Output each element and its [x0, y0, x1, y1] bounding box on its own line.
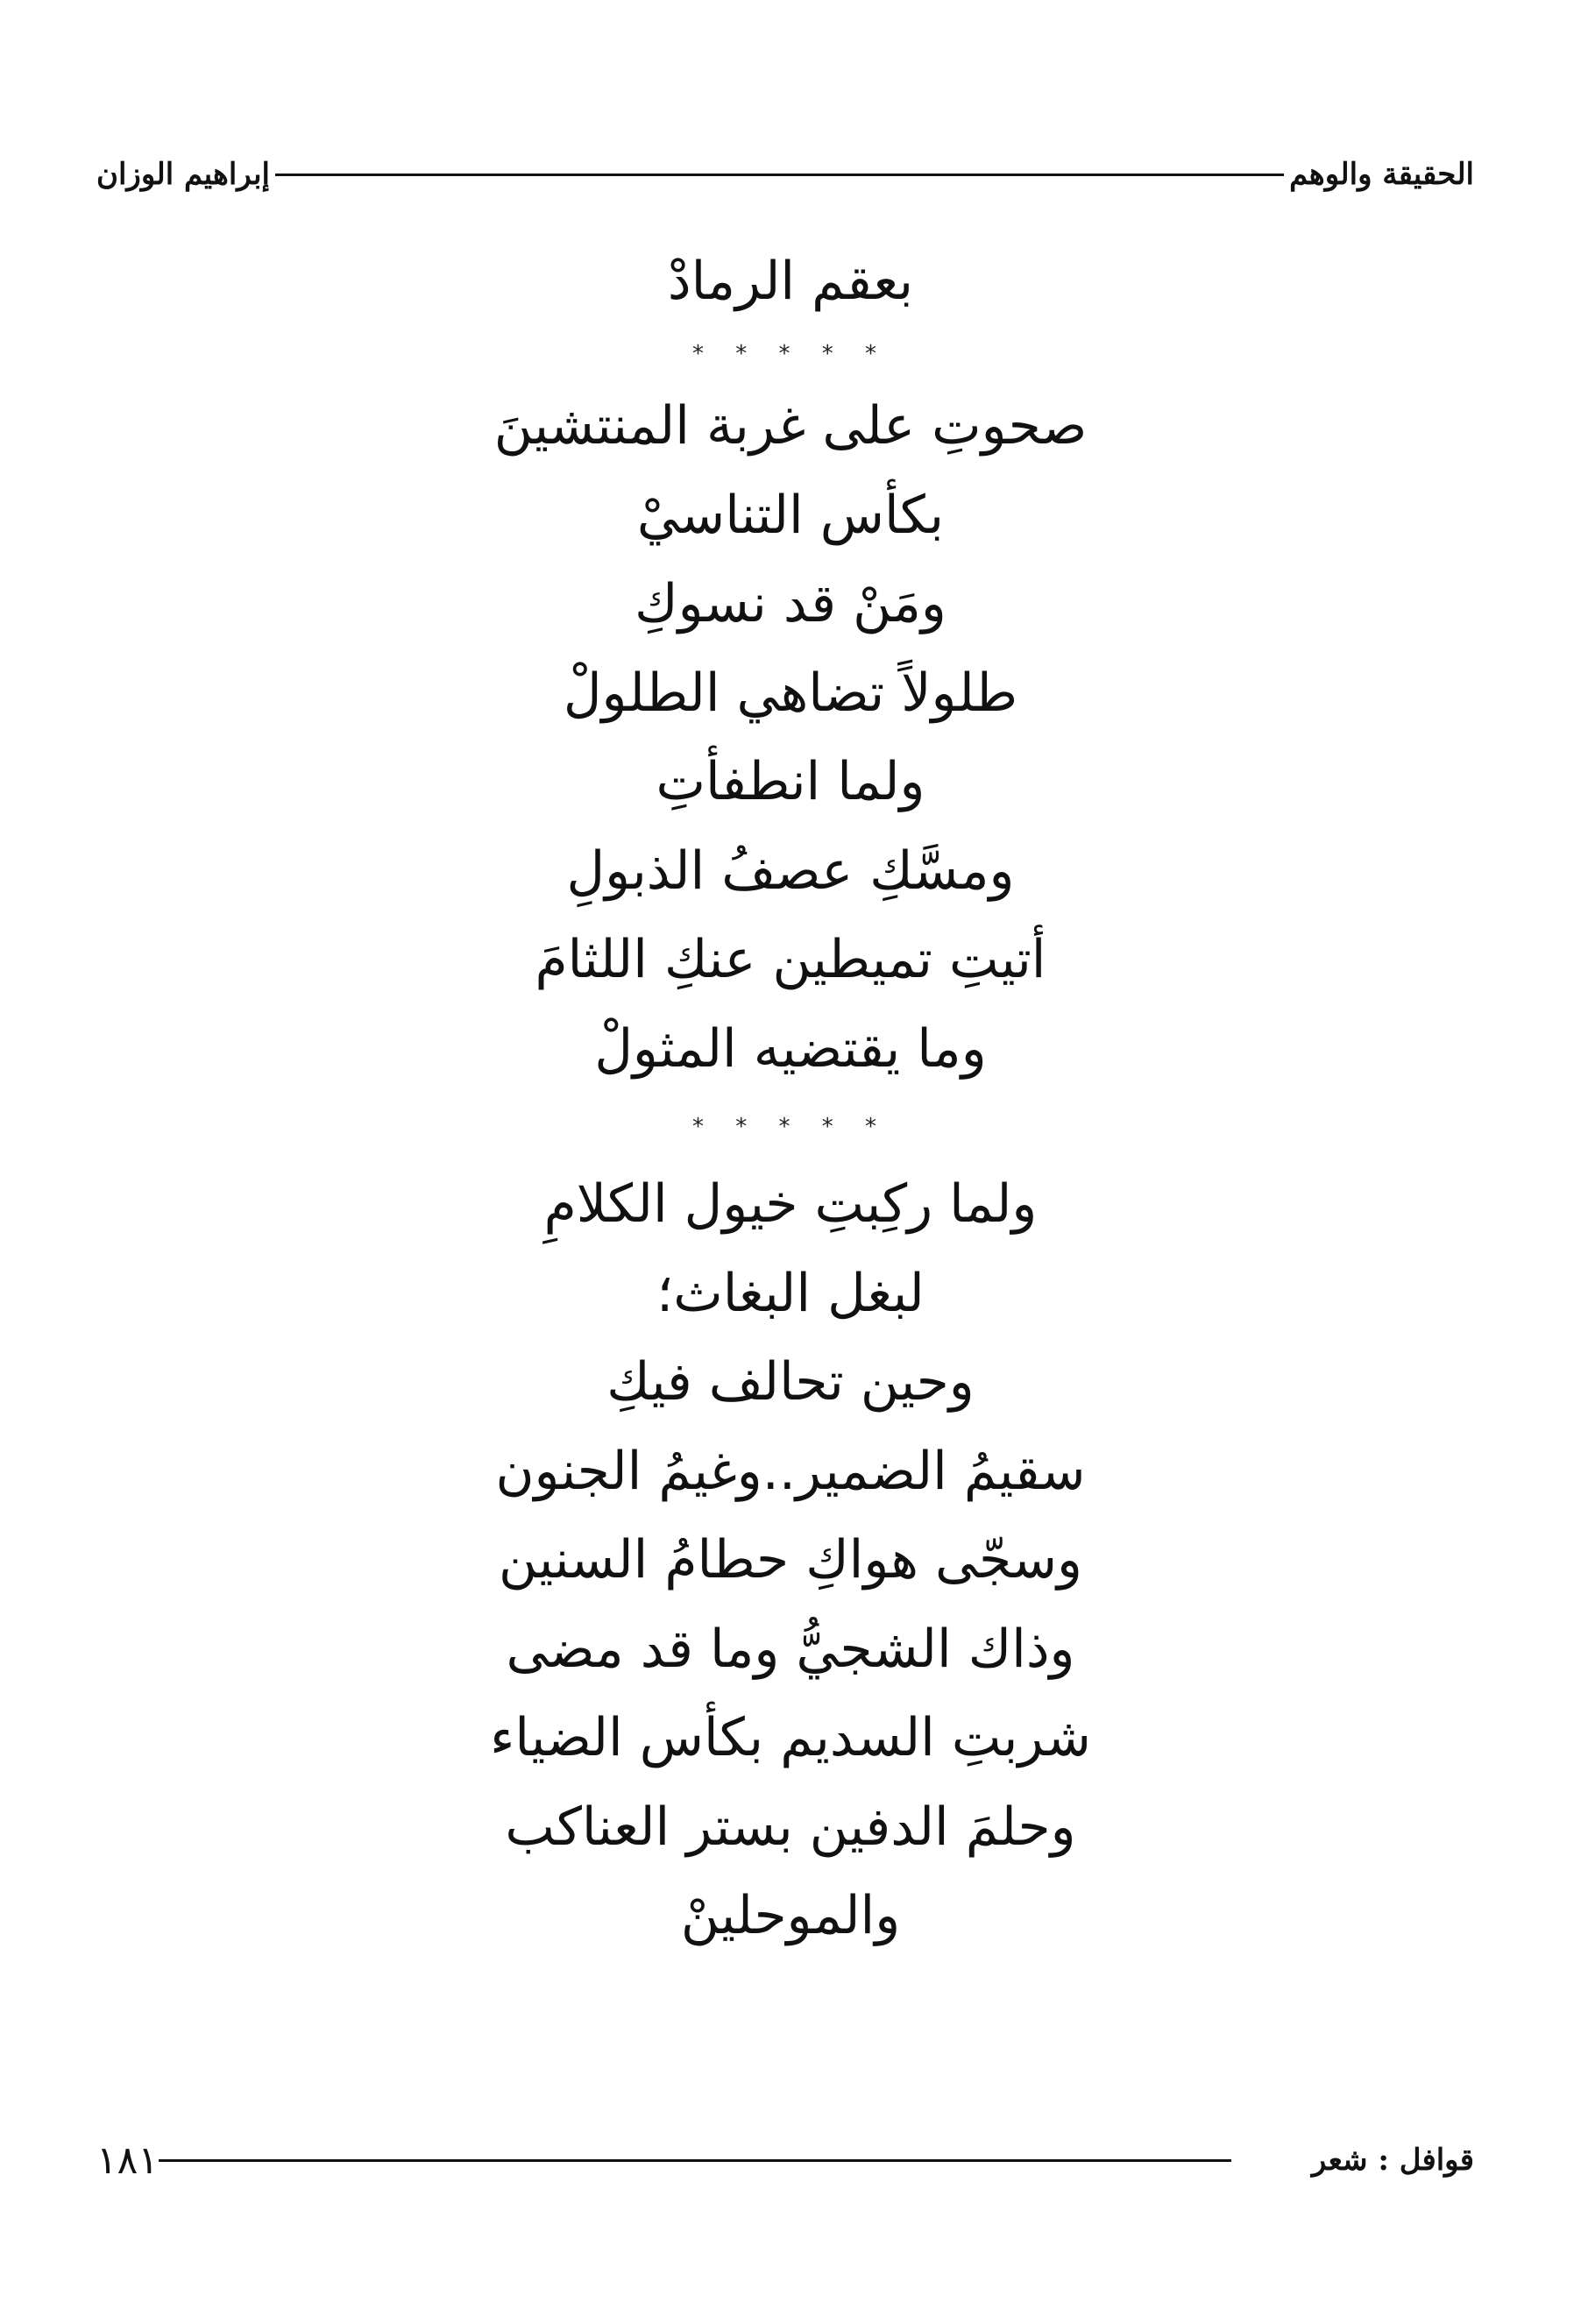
poem-line: لبغل البغاث؛	[656, 1262, 925, 1324]
poem-title: بعقم الرمادْ	[667, 251, 914, 312]
poem-line: والموحلينْ	[680, 1885, 901, 1946]
running-footer	[96, 2129, 1474, 2191]
stanza-separator: * * * * *	[691, 1114, 890, 1140]
poem-line: طلولاً تضاهي الطلولْ	[563, 662, 1018, 724]
poem-line: وحلمَ الدفين بستر العناكب	[505, 1796, 1076, 1858]
poem-line: صحوتِ على غربة المنتشينَ	[493, 395, 1088, 457]
poem-line: وحين تحالف فيكِ	[606, 1351, 975, 1413]
poem-line: ومَنْ قد نسوكِ	[635, 573, 946, 634]
poem-line: وسجّى هواكِ حطامُ السنين	[498, 1529, 1083, 1591]
poem-line: وذاك الشجيُّ وما قد مضى	[506, 1618, 1075, 1680]
poem-line: ولما انطفأتِ	[656, 751, 925, 812]
poem-line: بكأس التناسيْ	[636, 484, 945, 546]
stanza-separator: * * * * *	[691, 341, 890, 367]
poem	[263, 237, 1318, 1961]
header-rule	[275, 174, 1284, 176]
book-title: الحقيقة والوهم	[1289, 157, 1474, 192]
collection-label: قوافل : شعر	[1311, 2143, 1474, 2178]
footer-rule	[159, 2159, 1231, 2162]
running-header	[96, 144, 1474, 205]
poem-line: شربتِ السديم بكأس الضياء	[490, 1707, 1091, 1768]
page-number: ١٨١	[96, 2137, 159, 2183]
author-name: إبراهيم الوزان	[96, 157, 270, 192]
poem-line: ومسَّكِ عصفُ الذبولِ	[566, 840, 1015, 902]
poem-line: وما يقتضيه المثولْ	[594, 1017, 987, 1080]
poem-line: ولما ركِبتِ خيول الكلامِ	[543, 1173, 1038, 1235]
poem-line: سقيمُ الضمير..وغيمُ الجنون	[495, 1440, 1086, 1502]
poem-line: أتيتِ تميطين عنكِ اللثامَ	[535, 929, 1046, 990]
